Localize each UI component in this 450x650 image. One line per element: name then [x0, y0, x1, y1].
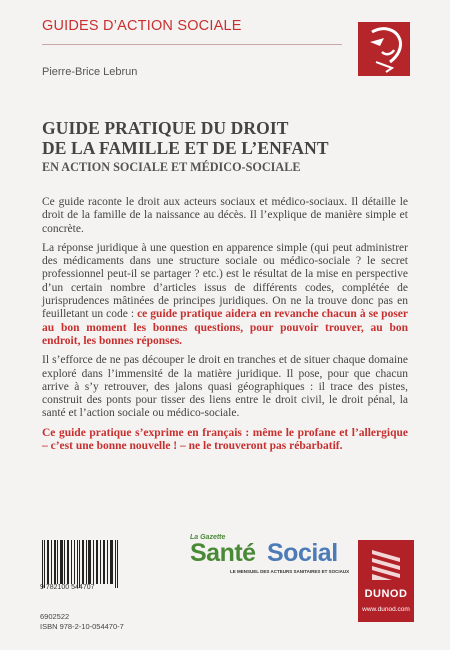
sante-social-logo — [190, 534, 350, 578]
isbn: ISBN 978-2-10-054470-7 — [40, 622, 124, 631]
barcode-icon — [42, 540, 120, 588]
dunod-emblem-icon — [370, 548, 402, 582]
paragraph-4-highlight: Ce guide pratique s’exprime en français : même le profane et l’allergique – c’est une bonne nouvelle ! – ne le trouveront pas rébarbatif. — [42, 426, 408, 453]
partner-tagline: LE MENSUEL DES ACTEURS SANITAIRES ET SOCIAUX — [230, 569, 350, 574]
publisher-logo — [358, 540, 414, 622]
title-line-1: GUIDE PRATIQUE DU DROIT — [42, 118, 289, 138]
title-line-2: DE LA FAMILLE ET DE L’ENFANT — [42, 138, 329, 158]
paragraph-3: Il s’efforce de ne pas découper le droit en tranches et de situer chaque domaine exploré dans l’immensité de la matière juridique. Il pose, pour que chacun arrive à s’y retrouver, des jalons quasi géographiques : il trace des pistes, construit des ponts pour tisser des liens entre le droit civil, le droit pénal, la santé et l’action sociale ou médico-sociale. — [42, 354, 408, 420]
series-logo-icon — [358, 22, 410, 76]
series-title: GUIDES D’ACTION SOCIALE — [42, 18, 242, 34]
paragraph-2-text: La réponse juridique à une question en apparence simple (qui peut administrer des médicaments dans une structure sociale ou médico-sociale ? le secret professionnel peut-il se partager ? etc.) est le résultat de la mise en perspective d’un certain nombre d’articles issus de différents codes, complétée de jurisprudences mâtinées de principes juridiques. On ne la trouve donc pas en feuilletant un code : — [42, 241, 408, 321]
paragraph-2 — [42, 242, 408, 348]
social-word: Social — [267, 539, 338, 567]
publisher-url: www.dunod.com — [362, 606, 410, 613]
internal-code: 6902522 — [40, 612, 70, 621]
author-name: Pierre-Brice Lebrun — [42, 66, 138, 78]
header-rule — [42, 44, 342, 45]
gazette-label: La Gazette — [190, 534, 226, 541]
back-cover-text — [42, 196, 408, 459]
book-subtitle: EN ACTION SOCIALE ET MÉDICO-SOCIALE — [42, 160, 301, 174]
paragraph-2-highlight: ce guide pratique aidera en revanche chacun à se poser au bon moment les bonnes questions, pour pouvoir trouver, au bon endroit, les bonnes réponses. — [42, 308, 409, 347]
product-codes — [40, 612, 124, 632]
book-title — [42, 118, 402, 158]
sante-word: Santé — [190, 539, 256, 567]
barcode-digits: 9 782100 544707 — [40, 584, 95, 591]
publisher-name: DUNOD — [364, 588, 408, 600]
paragraph-1: Ce guide raconte le droit aux acteurs sociaux et médico-sociaux. Il détaille le droit de la famille de la naissance au décès. Il l’explique de manière simple et concrète. — [42, 196, 408, 235]
